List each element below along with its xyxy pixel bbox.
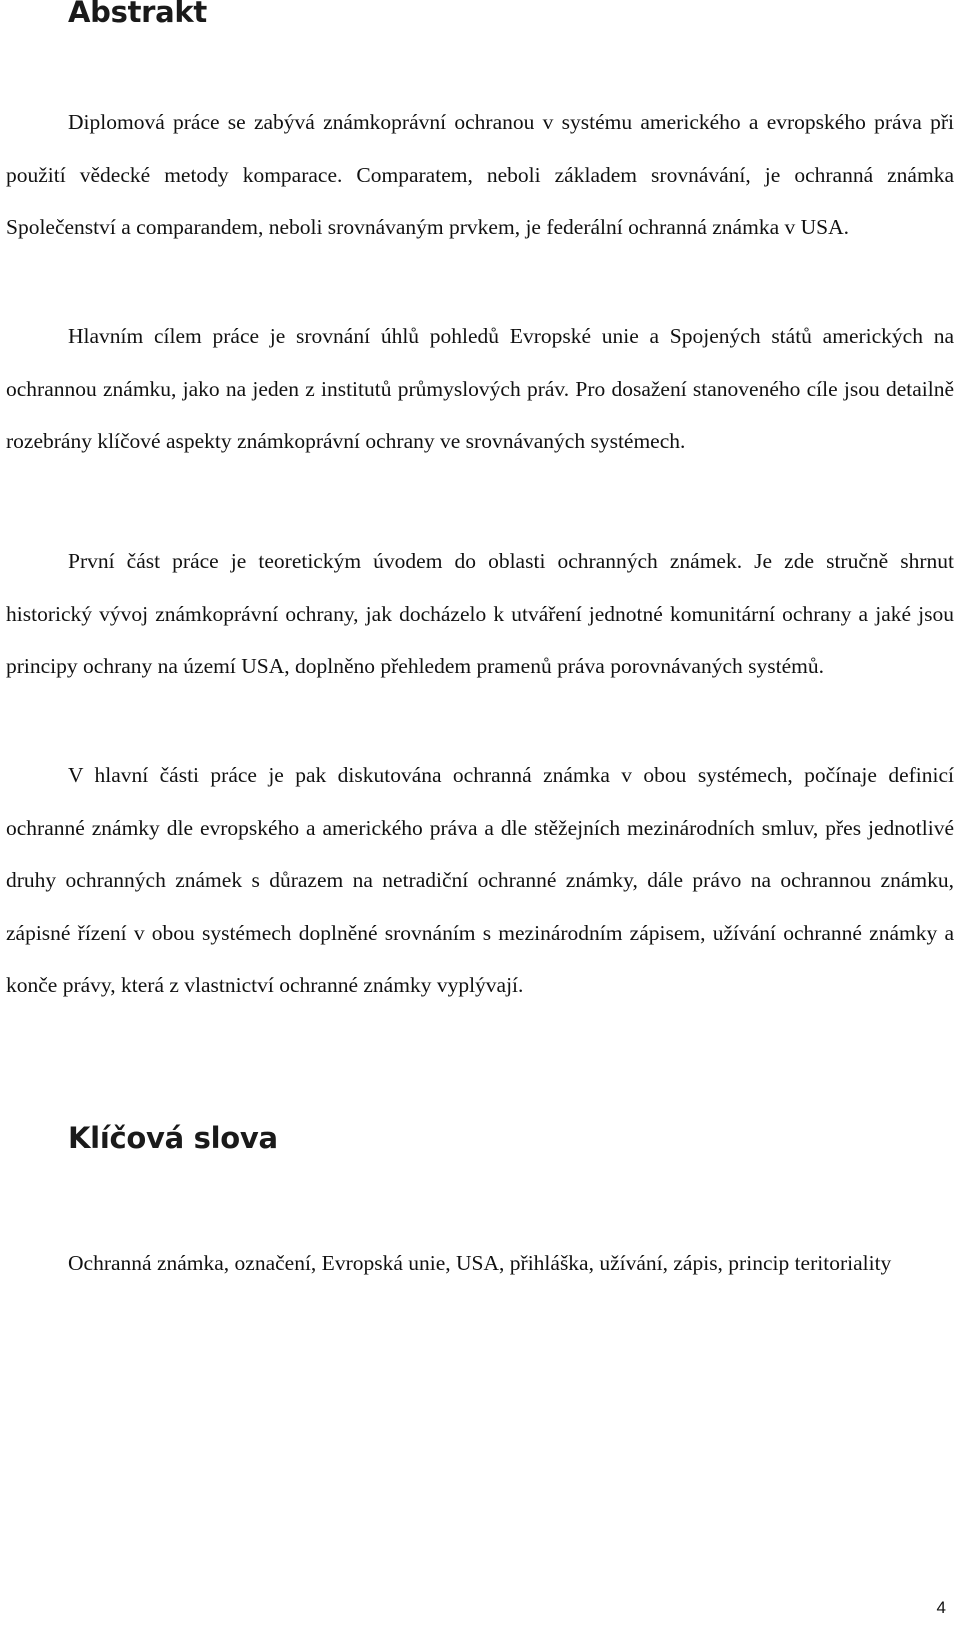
page-number: 4	[936, 1598, 946, 1617]
abstract-paragraph-4: V hlavní části práce je pak diskutována ochranná známka v obou systémech, počínaje definicí ochranné známky dle evropského a amerického práva a dle stěžejních mezinárodních smluv, přes jednotlivé druhy ochranných známek s důrazem na netradiční ochranné známky, dále právo na ochrannou známku, zápisné řízení v obou systémech doplněné srovnáním s mezinárodním zápisem, užívání ochranné známky a konče právy, která z vlastnictví ochranné známky vyplývají.	[6, 763, 954, 997]
keywords-paragraph: Ochranná známka, označení, Evropská unie, USA, přihláška, užívání, zápis, princip teritoriality	[68, 1251, 892, 1275]
abstract-paragraph-3: První část práce je teoretickým úvodem do oblasti ochranných známek. Je zde stručně shrnut historický vývoj známkoprávní ochrany, jak docházelo k utváření jednotné komunitární ochrany a jaké jsou principy ochrany na území USA, doplněno přehledem pramenů práva porovnávaných systémů.	[6, 549, 954, 678]
abstract-paragraph-1: Diplomová práce se zabývá známkoprávní ochranou v systému amerického a evropského práva při použití vědecké metody komparace. Comparatem, neboli základem srovnávání, je ochranná známka Společenství a comparandem, neboli srovnávaným prvkem, je federální ochranná známka v USA.	[6, 110, 954, 239]
abstract-paragraph-2: Hlavním cílem práce je srovnání úhlů pohledů Evropské unie a Spojených států amerických na ochrannou známku, jako na jeden z institutů průmyslových práv. Pro dosažení stanoveného cíle jsou detailně rozebrány klíčové aspekty známkoprávní ochrany ve srovnávaných systémech.	[6, 324, 954, 453]
abstract-heading: Abstrakt	[68, 0, 207, 29]
keywords-heading: Klíčová slova	[68, 1121, 278, 1155]
